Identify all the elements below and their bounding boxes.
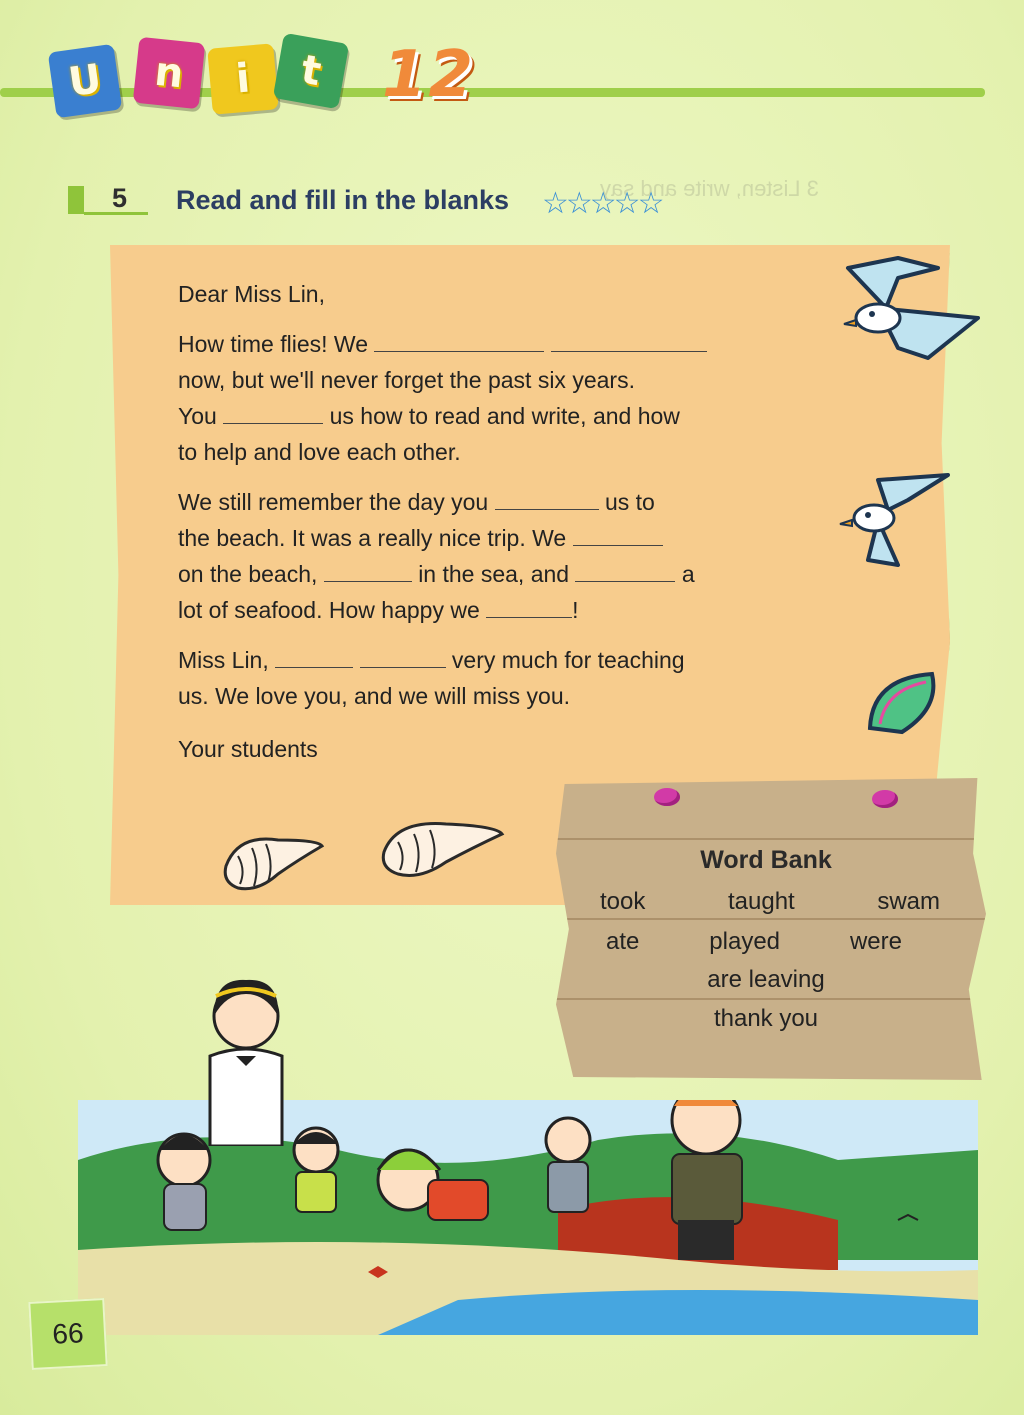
blank-5[interactable] <box>573 523 663 546</box>
word-bank-phrase: are leaving <box>707 966 825 993</box>
letter-body <box>178 276 798 728</box>
word-bank-word: taught <box>727 888 795 915</box>
letter-text: on the beach, <box>178 561 318 587</box>
letter-text: ! <box>572 597 579 623</box>
tile-letter-u: U <box>48 44 123 119</box>
conch-shell-icon <box>376 812 506 882</box>
seagull-icon <box>838 248 988 368</box>
letter-text: now, but we'll never forget the past six years. <box>178 367 635 393</box>
green-shell-icon <box>862 668 942 738</box>
blank-10[interactable] <box>360 645 446 668</box>
letter-text: us. We love you, and we will miss you. <box>178 683 571 709</box>
unit-number: 12 <box>382 38 476 112</box>
letter-paragraph-1 <box>178 326 798 470</box>
pin-icon <box>654 788 680 806</box>
conch-shell-icon <box>218 826 328 896</box>
seagull-icon <box>838 470 958 570</box>
letter-text: How time flies! We <box>178 331 369 357</box>
letter-text: Miss Lin, <box>178 647 269 673</box>
letter-text: the beach. It was a really nice trip. We <box>178 525 567 551</box>
letter-paragraph-3 <box>178 642 798 714</box>
task-marker <box>68 186 148 214</box>
letter-text: a <box>681 561 695 587</box>
letter-greeting: Dear Miss Lin, <box>178 281 325 307</box>
teacher-figure <box>196 976 296 1146</box>
word-bank-title: Word Bank <box>700 846 832 874</box>
word-bank-word: swam <box>877 888 940 915</box>
word-bank-phrase: thank you <box>713 1005 819 1032</box>
pin-icon <box>872 790 898 808</box>
letter-text: us how to read and write, and how <box>329 403 680 429</box>
letter-paragraph-2 <box>178 484 798 628</box>
bleed-through-text: 3 Listen, write and say <box>600 176 819 201</box>
letter-text: very much for teaching <box>451 647 685 673</box>
page-number: 66 <box>28 1298 107 1370</box>
letter-text: lot of seafood. How happy we <box>178 597 480 623</box>
letter-signature: Your students <box>178 736 318 762</box>
blank-3[interactable] <box>223 401 323 424</box>
difficulty-stars: ☆☆☆☆☆ <box>542 187 662 220</box>
tile-letter-t: t <box>273 33 349 109</box>
unit-title-tiles <box>52 34 352 124</box>
word-bank-word: were <box>849 928 902 955</box>
blank-4[interactable] <box>495 487 599 510</box>
blank-9[interactable] <box>275 645 353 668</box>
blank-6[interactable] <box>324 559 412 582</box>
task-title: Read and fill in the blanks <box>176 185 510 215</box>
tile-letter-i: i <box>207 43 279 115</box>
word-bank-word: ate <box>606 928 640 955</box>
tile-letter-n: n <box>133 37 206 110</box>
word-bank-row <box>600 888 940 916</box>
word-bank-row <box>606 928 902 956</box>
word-bank-word: played <box>709 928 781 955</box>
letter-text: in the sea, and <box>418 561 570 587</box>
letter-text: You <box>178 403 217 429</box>
letter-text: We still remember the day you <box>178 489 489 515</box>
word-bank-word: took <box>600 888 646 915</box>
blank-7[interactable] <box>575 559 675 582</box>
blank-8[interactable] <box>486 595 572 618</box>
blank-2[interactable] <box>551 329 707 352</box>
letter-text: us to <box>604 489 655 515</box>
letter-text: to help and love each other. <box>178 439 461 465</box>
task-number: 5 <box>112 183 128 213</box>
blank-1[interactable] <box>374 329 544 352</box>
